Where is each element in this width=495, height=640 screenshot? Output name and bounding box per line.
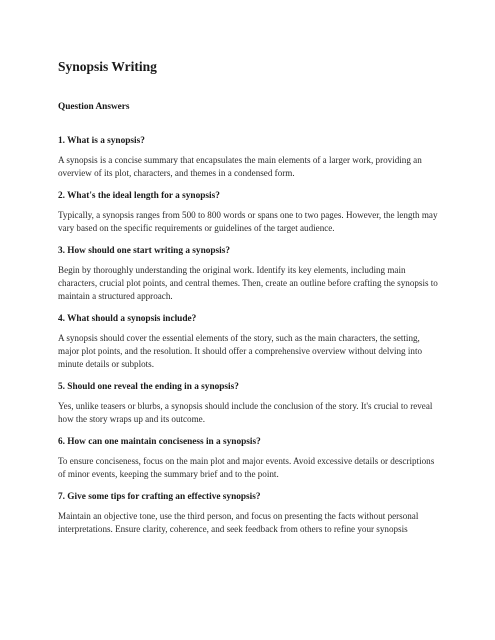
question-3: 3. How should one start writing a synopsis? [58, 246, 231, 256]
answer-6: To ensure conciseness, focus on the main plot and major events. Avoid excessive details or descriptions of minor events, keeping the summary brief and to the point. [58, 456, 435, 479]
document-content [58, 58, 438, 546]
document-title: Synopsis Writing [58, 59, 157, 74]
answer-7: Maintain an objective tone, use the third person, and focus on presenting the facts without personal interpretations. Ensure clarity, coherence, and seek feedback from others to refine your synopsis [58, 511, 419, 534]
answer-2: Typically, a synopsis ranges from 500 to 800 words or spans one to two pages. However, the length may vary based on the specific requirements or guidelines of the target audience. [58, 210, 438, 233]
qa-item-3 [58, 245, 438, 303]
section-heading: Question Answers [58, 102, 130, 112]
qa-item-4 [58, 313, 438, 371]
answer-5: Yes, unlike teasers or blurbs, a synopsis should include the conclusion of the story. It's crucial to reveal how the story wraps up and its outcome. [58, 401, 433, 424]
question-4: 4. What should a synopsis include? [58, 314, 197, 324]
question-5: 5. Should one reveal the ending in a synopsis? [58, 382, 239, 392]
qa-item-2 [58, 190, 438, 235]
answer-4: A synopsis should cover the essential elements of the story, such as the main characters, the setting, major plot points, and the resolution. It should offer a comprehensive overview without delving into minute details or subplots. [58, 333, 423, 369]
qa-item-6 [58, 436, 438, 481]
qa-list [58, 135, 438, 536]
question-7: 7. Give some tips for crafting an effective synopsis? [58, 492, 261, 502]
answer-3: Begin by thoroughly understanding the original work. Identify its key elements, including main characters, crucial plot points, and central themes. Then, create an outline before crafting the synopsis to maintain a structured approach. [58, 265, 438, 301]
qa-item-7 [58, 491, 438, 536]
qa-item-5 [58, 381, 438, 426]
answer-1: A synopsis is a concise summary that encapsulates the main elements of a larger work, providing an overview of its plot, characters, and themes in a condensed form. [58, 155, 422, 178]
qa-item-1 [58, 135, 438, 180]
question-2: 2. What's the ideal length for a synopsis? [58, 191, 220, 201]
question-6: 6. How can one maintain conciseness in a synopsis? [58, 437, 261, 447]
question-1: 1. What is a synopsis? [58, 136, 145, 146]
